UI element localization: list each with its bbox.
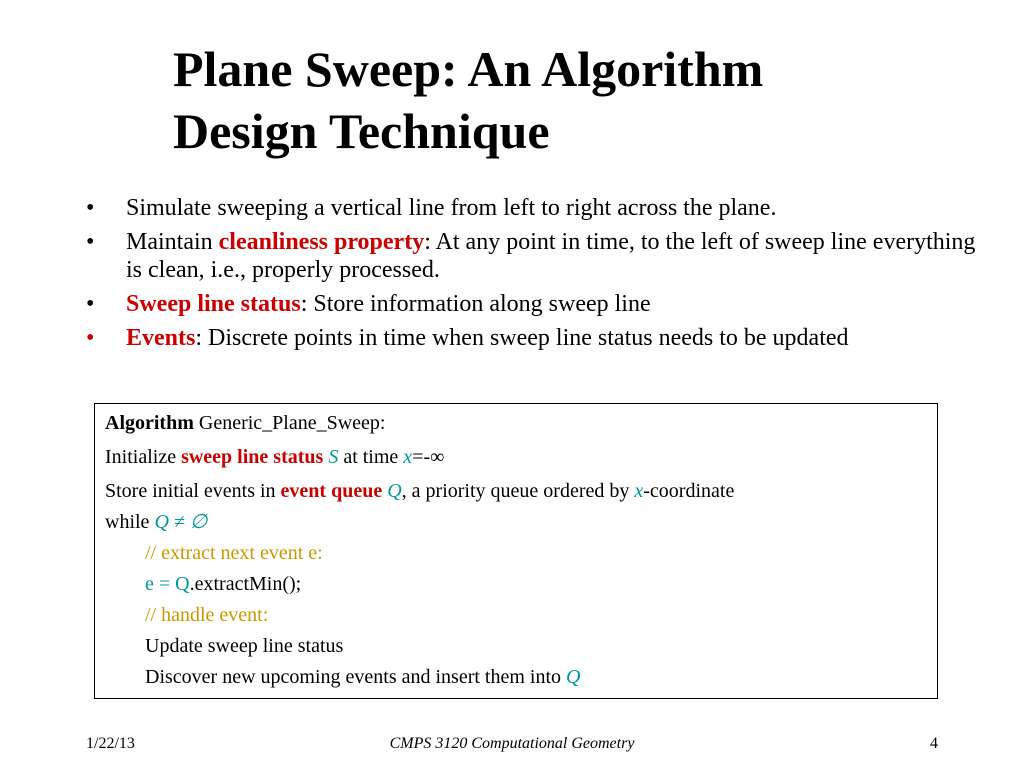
title-line-1: Plane Sweep: An Algorithm <box>173 41 764 97</box>
init-value: =-∞ <box>412 446 445 468</box>
bullet-marker: • <box>86 195 95 221</box>
bullet-item <box>86 324 976 352</box>
algorithm-init-line <box>105 442 927 473</box>
bullet-item <box>86 290 976 318</box>
bullet-suffix: : Store information along sweep line <box>300 291 651 317</box>
bullet-suffix: : At any point in time, to the left of sweep line everything is clean, i.e., properly processed. <box>126 229 976 283</box>
store-highlight: event queue <box>280 480 383 502</box>
bullet-list <box>86 194 976 358</box>
bullet-suffix: : Discrete points in time when sweep line status needs to be updated <box>195 325 849 351</box>
extract-call: .extractMin(); <box>189 573 302 595</box>
algorithm-comment-2: // handle event: <box>145 604 269 626</box>
algorithm-while-line <box>105 507 927 538</box>
algorithm-update-line: Update sweep line status <box>145 635 344 657</box>
slide-title <box>173 38 973 162</box>
while-var: Q <box>154 511 169 533</box>
bullet-text: Simulate sweeping a vertical line from left to right across the plane. <box>126 195 777 221</box>
algorithm-discover-line <box>105 662 927 693</box>
while-keyword: while <box>105 511 155 533</box>
bullet-highlight: cleanliness property <box>218 229 425 255</box>
discover-text: Discover new upcoming events and insert them into <box>145 666 567 688</box>
extract-var: e = Q <box>145 573 190 595</box>
algorithm-name: Generic_Plane_Sweep: <box>193 412 386 434</box>
init-var: S <box>328 446 339 468</box>
footer-page-number: 4 <box>930 735 938 752</box>
bullet-item <box>86 194 976 222</box>
algorithm-header <box>105 408 927 439</box>
bullet-highlight: Events <box>126 325 196 351</box>
footer-course: CMPS 3120 Computational Geometry <box>389 735 635 752</box>
algorithm-store-line <box>105 476 927 507</box>
bullet-highlight: Sweep line status <box>126 291 301 317</box>
bullet-marker: • <box>86 325 95 351</box>
store-x: x <box>634 480 644 502</box>
title-line-2: Design Technique <box>173 103 550 159</box>
algorithm-extract-line <box>105 569 927 600</box>
algorithm-box <box>94 403 938 699</box>
store-suffix: -coordinate <box>643 480 735 502</box>
init-highlight: sweep line status <box>181 446 324 468</box>
bullet-marker: • <box>86 291 95 317</box>
algorithm-keyword: Algorithm <box>105 412 194 434</box>
footer-date: 1/22/13 <box>86 735 135 752</box>
store-mid: , a priority queue ordered by <box>401 480 635 502</box>
bullet-marker: • <box>86 229 95 255</box>
algorithm-comment-1: // extract next event e: <box>145 542 323 564</box>
init-mid: at time <box>338 446 404 468</box>
init-prefix: Initialize <box>105 446 182 468</box>
bullet-item <box>86 228 976 284</box>
discover-var: Q <box>566 666 581 688</box>
store-var: Q <box>387 480 402 502</box>
bullet-prefix: Maintain <box>126 229 219 255</box>
while-cond: ≠ ∅ <box>168 511 208 533</box>
init-x: x <box>403 446 413 468</box>
store-prefix: Store initial events in <box>105 480 281 502</box>
